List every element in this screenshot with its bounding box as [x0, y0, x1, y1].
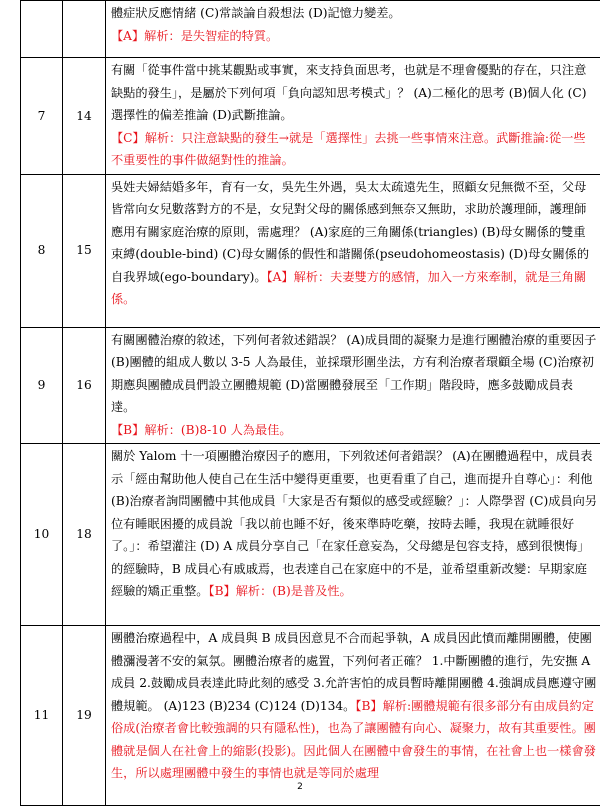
question-cell	[106, 327, 600, 444]
table-row	[21, 58, 600, 175]
table-row	[21, 174, 600, 327]
table-row	[21, 1, 600, 58]
answer-text: 【B】解析：(B)是普及性。	[209, 584, 352, 598]
question-text: 體症狀反應情緒 (C)常談論自殺想法 (D)記憶力變差。	[111, 6, 401, 20]
page-number: 2	[0, 782, 600, 792]
question-text: 團體治療過程中，A 成員與 B 成員因意見不合而起爭執，A 成員因此憤而離開團體，使團體瀰漫著不安的氣氛。團體治療者的處置，下列何者正確？ 1.中斷團體的進行，先安撫 A 成員 2.鼓勵成員表達此時此刻的感受 3.允許害怕的成員暫時離開團體 4.強調成員應遵守團體規範。 (A)123 (B)234 (C)124 (D)134。	[111, 631, 596, 713]
question-text: 有關「從事件當中挑某觀點或事實，來支持負面思考，也就是不理會優點的存在，只注意缺點的發生」，是屬於下列何項「負向認知思考模式」？ (A)二極化的思考 (B)個人化 (C)選擇性的偏差推論 (D)武斷推論。	[111, 63, 587, 122]
row-number: 7	[21, 58, 63, 175]
item-number: 18	[63, 444, 106, 626]
table-row	[21, 444, 600, 626]
answer-text: 【B】解析：(B)8-10 人為最佳。	[111, 423, 292, 437]
item-number: 14	[63, 58, 106, 175]
question-cell	[106, 58, 600, 175]
table-row	[21, 327, 600, 444]
row-number: 8	[21, 174, 63, 327]
row-number: 11	[21, 626, 63, 806]
exam-table	[20, 0, 600, 806]
question-text: 吳姓夫婦結婚多年，育有一女，吳先生外遇，吳太太疏遠先生，照顧女兒無微不至，父母皆常向女兒數落對方的不是，女兒對父母的關係感到無奈又無助，求助於護理師，護理師應用有關家庭治療的原則，需處理？ (A)家庭的三角關係(triangles) (B)母女關係的雙重束縛(double-bind) (C)母女關係的假性和諧關係(pseudohomeostasis) (D)母女關係的自我界域(ego-boundary)。	[111, 180, 589, 284]
question-cell	[106, 174, 600, 327]
question-text: 關於 Yalom 十一項團體治療因子的應用，下列敘述何者錯誤？ (A)在團體過程中，成員表示「經由幫助他人使自己在生活中變得更重要，也更看重了自己，進而提升自尊心」：利他 (B)治療者詢問團體中其他成員「大家是否有類似的感受或經驗？」：人際學習 (C)成員向另位有睡眠困擾的成員說「我以前也睡不好，後來準時吃藥，按時去睡，我現在就睡很好了。」：希望灌注 (D) A 成員分享自己「在家任意妄為，父母總是包容支持，感到很懊悔」的經驗時，B 成員心有戚戚焉，也表達自己在家庭中的不是，並希望重新改變：早期家庭經驗的矯正重整。	[111, 449, 597, 598]
row-number	[21, 1, 63, 58]
table-row	[21, 626, 600, 806]
answer-text: 【B】解析:團體規範有很多部分有由成員約定俗成(治療者會比較強調的只有隱私性)，也為了讓團體有向心、凝聚力，故有其重要性。團體就是個人在社會上的縮影(投影)。因此個人在團體中會發生的事情，在社會上也一樣會發生，所以處理團體中發生的事情也就是等同於處理	[111, 699, 596, 781]
row-number: 10	[21, 444, 63, 626]
question-cell	[106, 1, 600, 58]
answer-text: 【A】解析：是失智症的特質。	[111, 29, 278, 43]
item-number	[63, 1, 106, 58]
item-number: 16	[63, 327, 106, 444]
question-cell	[106, 626, 600, 806]
item-number: 15	[63, 174, 106, 327]
item-number: 19	[63, 626, 106, 806]
question-text: 有關團體治療的敘述，下列何者敘述錯誤？ (A)成員間的凝聚力是進行團體治療的重要因子 (B)團體的組成人數以 3-5 人為最佳，並採環形圍坐法，方有利治療者環顧全場 (C)治療初期應與團體成員們設立團體規範 (D)當團體發展至「工作期」階段時，應多鼓勵成員表達。	[111, 333, 596, 415]
answer-text: 【C】解析：只注意缺點的發生→就是「選擇性」去挑一些事情來注意。武斷推論:從一些不重要性的事件做絕對性的推論。	[111, 131, 586, 168]
answer-text: 【A】解析：夫妻雙方的感情，加入一方來牽制，就是三角關係。	[111, 270, 586, 307]
row-number: 9	[21, 327, 63, 444]
question-cell	[106, 444, 600, 626]
